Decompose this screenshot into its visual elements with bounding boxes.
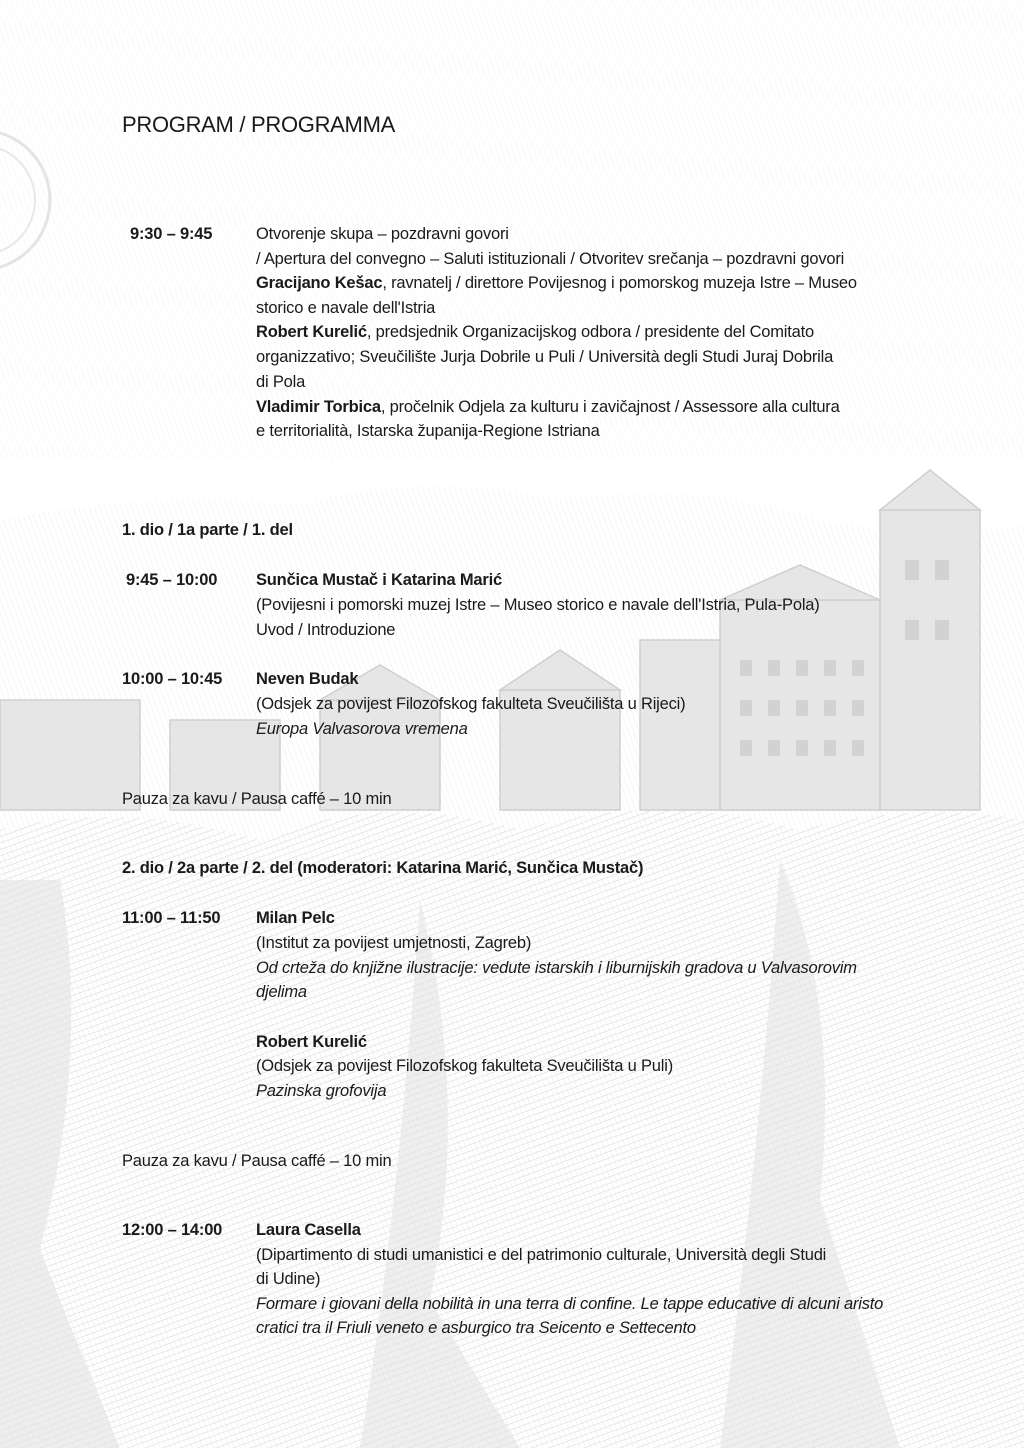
part2-talk1-topic: Od crteža do knjižne ilustracije: vedute istarskih i liburnijskih gradova u Valvasorovim <box>256 959 857 977</box>
opening-speaker2-cont: organizzativo; Sveučilište Jurja Dobrile u Puli / Università degli Studi Juraj Dobrila <box>256 348 834 366</box>
part2-talk2-affiliation: (Odsjek za povijest Filozofskog fakulteta Sveučilišta u Puli) <box>256 1057 673 1075</box>
part2-talk1-time: 11:00 – 11:50 <box>122 909 221 927</box>
speaker-name: Vladimir Torbica <box>256 398 381 416</box>
speaker-role: , predsjednik Organizacijskog odbora / presidente del Comitato <box>366 323 814 341</box>
part3-talk1-affiliation-cont: di Udine) <box>256 1270 321 1288</box>
opening-line1: Otvorenje skupa – pozdravni govori <box>256 225 509 243</box>
opening-time: 9:30 – 9:45 <box>130 225 213 243</box>
opening-line2: / Apertura del convegno – Saluti istituzionali / Otvoritev srečanja – pozdravni govori <box>256 250 845 268</box>
opening-speaker1 <box>256 271 857 296</box>
part3-talk1-affiliation: (Dipartimento di studi umanistici e del patrimonio culturale, Università degli Studi <box>256 1246 827 1264</box>
speaker-role: , ravnatelj / direttore Povijesnog i pomorskog muzeja Istre – Museo <box>382 274 857 292</box>
speaker-role: , pročelnik Odjela za kulturu i zavičajnost / Assessore alla cultura <box>380 398 840 416</box>
part2-talk1-topic-cont: djelima <box>256 983 307 1001</box>
part1-heading: 1. dio / 1a parte / 1. del <box>122 521 293 539</box>
part1-talk1-affiliation: (Povijesni i pomorski muzej Istre – Museo storico e navale dell'Istria, Pula-Pola) <box>256 596 820 614</box>
opening-speaker3 <box>256 395 840 420</box>
part2-talk1-speaker: Milan Pelc <box>256 909 335 927</box>
part2-talk2-topic: Pazinska grofovija <box>256 1082 387 1100</box>
part1-talk1-time: 9:45 – 10:00 <box>126 571 218 589</box>
opening-speaker2-cont2: di Pola <box>256 373 306 391</box>
page-title: PROGRAM / PROGRAMMA <box>122 112 395 137</box>
part3-talk1-time: 12:00 – 14:00 <box>122 1221 223 1239</box>
opening-speaker2 <box>256 320 814 345</box>
part1-talk2-topic: Europa Valvasorova vremena <box>256 720 468 738</box>
part3-talk1-speaker: Laura Casella <box>256 1221 361 1239</box>
part3-talk1-topic-cont: cratici tra il Friuli veneto e asburgico tra Seicento e Settecento <box>256 1319 696 1337</box>
part2-talk2-speaker: Robert Kurelić <box>256 1033 367 1051</box>
part1-talk1-topic: Uvod / Introduzione <box>256 621 396 639</box>
speaker-name: Robert Kurelić <box>256 323 367 341</box>
part1-talk2-time: 10:00 – 10:45 <box>122 670 223 688</box>
part2-heading: 2. dio / 2a parte / 2. del (moderatori: Katarina Marić, Sunčica Mustač) <box>122 859 644 877</box>
opening-speaker1-cont: storico e navale dell'Istria <box>256 299 436 317</box>
part1-talk1-speaker: Sunčica Mustač i Katarina Marić <box>256 571 502 589</box>
break-1: Pauza za kavu / Pausa caffé – 10 min <box>122 790 392 808</box>
part2-talk1-affiliation: (Institut za povijest umjetnosti, Zagreb) <box>256 934 532 952</box>
part1-talk2-affiliation: (Odsjek za povijest Filozofskog fakulteta Sveučilišta u Rijeci) <box>256 695 686 713</box>
opening-speaker3-cont: e territorialità, Istarska županija-Regione Istriana <box>256 422 600 440</box>
part1-talk2-speaker: Neven Budak <box>256 670 359 688</box>
part3-talk1-topic: Formare i giovani della nobilità in una terra di confine. Le tappe educative di alcuni aristo <box>256 1295 884 1313</box>
speaker-name: Gracijano Kešac <box>256 274 383 292</box>
break-2: Pauza za kavu / Pausa caffé – 10 min <box>122 1152 392 1170</box>
